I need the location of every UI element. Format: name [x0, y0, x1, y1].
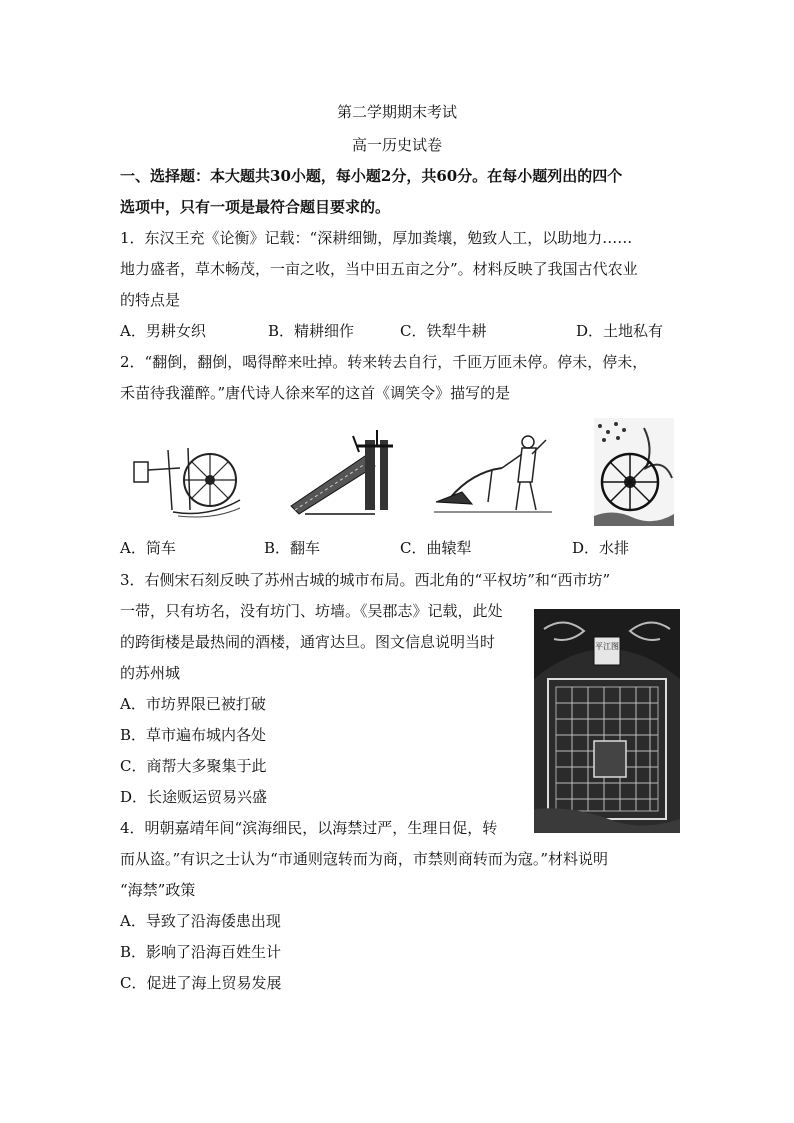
q3-option-b: B．草市遍布城内各处	[120, 726, 267, 744]
q2-option-b: B．翻车	[264, 539, 321, 557]
q4-stem-line1: 4．明朝嘉靖年间“滨海细民，以海禁过严，生理日促，转	[120, 819, 498, 837]
q2-option-c: C．曲辕犁	[400, 539, 472, 557]
figure-fanche	[285, 426, 395, 516]
q4-option-b: B．影响了沿海百姓生计	[120, 943, 282, 961]
q1-option-d: D．土地私有	[576, 322, 664, 340]
section-heading-line1: 一、选择题：本大题共30小题，每小题2分，共60分。在每小题列出的四个	[120, 167, 623, 185]
figure-quyuanli	[432, 432, 557, 517]
q2-stem-line1: 2．“翻倒，翻倒，喝得醉来吐掉。转来转去自行，千匝万匝未停。停未，停未，	[120, 353, 648, 371]
q1-stem-line3: 的特点是	[120, 291, 181, 309]
q3-option-a: A．市坊界限已被打破	[120, 695, 266, 713]
q1-stem-line2: 地力盛者，草木畅茂，一亩之收，当中田五亩之分”。材料反映了我国古代农业	[120, 260, 638, 278]
q4-option-c: C．促进了海上贸易发展	[120, 974, 282, 992]
section-heading-line2: 选项中，只有一项是最符合题目要求的。	[120, 198, 391, 216]
q4-option-a: A．导致了沿海倭患出现	[120, 912, 281, 930]
q3-stem-line4: 的苏州城	[120, 664, 181, 682]
q3-stem-line2: 一带，只有坊名，没有坊门、坊墙。《吴郡志》记载，此处	[120, 602, 503, 620]
figure-shuipai	[594, 418, 674, 526]
exam-title: 第二学期期末考试	[336, 103, 457, 121]
q3-stem-line3: 的跨街楼是最热闹的酒楼，通宵达旦。图文信息说明当时	[120, 633, 496, 651]
q4-stem-line3: “海禁”政策	[120, 881, 196, 899]
q1-option-a: A．男耕女织	[120, 322, 206, 340]
q1-option-c: C．铁犁牛耕	[400, 322, 487, 340]
q3-option-c: C．商帮大多聚集于此	[120, 757, 267, 775]
figure-tongche	[128, 440, 243, 520]
q2-option-d: D．水排	[572, 539, 630, 557]
q4-stem-line2: 而从盗。”有识之士认为“市通则寇转而为商，市禁则商转而为寇。”材料说明	[120, 850, 609, 868]
exam-subtitle: 高一历史试卷	[351, 136, 442, 154]
q3-stem-line1: 3．右侧宋石刻反映了苏州古城的城市布局。西北角的“平权坊”和“西市坊”	[120, 571, 611, 589]
map-title-text: 平江图	[595, 642, 619, 651]
q3-option-d: D．长途贩运贸易兴盛	[120, 788, 268, 806]
figure-pingjiang-map	[534, 609, 680, 833]
q2-option-a: A．筒车	[120, 539, 176, 557]
q1-option-b: B．精耕细作	[268, 322, 355, 340]
q1-stem-line1: 1．东汉王充《论衡》记载：“深耕细锄，厚加粪壤，勉致人工，以助地力……	[120, 229, 633, 247]
q2-stem-line2: 禾苗待我灌醉。”唐代诗人徐来军的这首《调笑令》描写的是	[120, 384, 511, 402]
